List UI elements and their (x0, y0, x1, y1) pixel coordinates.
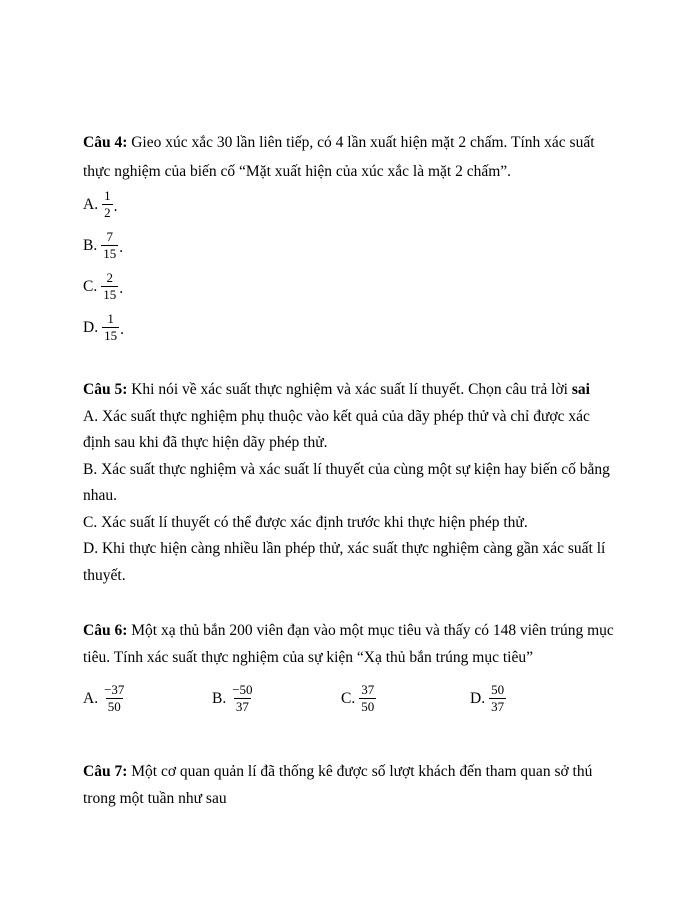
numerator: −50 (232, 682, 253, 697)
q5-text: Khi nói về xác suất thực nghiệm và xác suất lí thuyết. Chọn câu trả lời (127, 381, 572, 398)
q6-text-2: tiêu. Tính xác suất thực nghiệm của sự kiện “Xạ thủ bắn trúng mục tiêu” (83, 649, 533, 666)
option-letter: A. (83, 689, 99, 707)
fraction (102, 189, 113, 220)
numerator: 7 (106, 229, 113, 244)
denominator: 50 (107, 699, 121, 714)
q4-option-c: C. $\frac{2}{15}$ . (83, 270, 124, 302)
fraction (102, 683, 126, 714)
numerator: 1 (104, 188, 111, 203)
denominator: 15 (103, 287, 117, 302)
numerator: 1 (107, 311, 114, 326)
denominator: 2 (104, 205, 111, 220)
q6-label: Câu 6: (83, 622, 128, 639)
q4-text-2: thực nghiệm của biến cố “Mặt xuất hiện của xúc xắc là mặt 2 chấm”. (83, 163, 512, 180)
q7-text-2: trong một tuần như sau (83, 790, 227, 807)
q4-option-b: B. $\frac{7}{15}$ . (83, 229, 124, 261)
fraction (101, 230, 118, 261)
option-letter: B. (212, 689, 227, 707)
numerator: 37 (361, 682, 375, 697)
q5-emphasis: sai (571, 381, 590, 398)
q6-text-1: Một xạ thủ bắn 200 viên đạn vào một mục tiêu và thấy có 148 viên trúng mục (127, 622, 614, 639)
denominator: 15 (103, 246, 117, 261)
fraction (359, 683, 376, 714)
fraction (102, 312, 119, 343)
q5-statement-line: D. Khi thực hiện càng nhiều lần phép thử, xác suất thực nghiệm càng gần xác suất lí (83, 540, 606, 557)
numerator: 2 (106, 270, 113, 285)
option-letter: C. (341, 689, 356, 707)
q5-statement-line: C. Xác suất lí thuyết có thể được xác định trước khi thực hiện phép thử. (83, 514, 528, 531)
q6-line-1 (83, 622, 614, 640)
q4-option-d: D. $\frac{1}{15}$ . (83, 311, 124, 343)
q7-label: Câu 7: (83, 763, 128, 780)
q5-line-1 (83, 381, 590, 399)
q4-label: Câu 4: (83, 134, 128, 151)
option-letter: B. (83, 236, 98, 254)
q5-statement-line: A. Xác suất thực nghiệm phụ thuộc vào kết quả của dãy phép thử và chỉ được xác (83, 408, 590, 425)
option-letter: D. (470, 689, 486, 707)
q7-text-1: Một cơ quan quản lí đã thống kê được số lượt khách đến tham quan sở thú (127, 763, 593, 780)
q7-line-1 (83, 763, 592, 781)
q5-statement-line: định sau khi đã thực hiện dãy phép thử. (83, 434, 328, 451)
q5-statement-line: B. Xác suất thực nghiệm và xác suất lí thuyết của cùng một sự kiện hay biến cố bằng (83, 461, 610, 478)
q5-label: Câu 5: (83, 381, 128, 398)
q6-option-c (341, 683, 377, 714)
option-letter: C. (83, 277, 98, 295)
q4-text-1: Gieo xúc xắc 30 lần liên tiếp, có 4 lần xuất hiện mặt 2 chấm. Tính xác suất (127, 134, 595, 151)
numerator: 50 (491, 682, 505, 697)
numerator: −37 (104, 682, 125, 697)
denominator: 37 (491, 699, 505, 714)
q5-statement-line: nhau. (83, 487, 118, 504)
option-letter: A. (83, 195, 99, 213)
fraction (230, 683, 254, 714)
q6-option-b (212, 683, 256, 714)
fraction (101, 271, 118, 302)
option-letter: D. (83, 318, 99, 336)
q4-option-a: A. $\frac{1}{2}$ . (83, 188, 118, 220)
denominator: 37 (235, 699, 249, 714)
q6-option-a (83, 683, 127, 714)
denominator: 50 (361, 699, 375, 714)
q6-option-d (470, 683, 507, 714)
denominator: 15 (104, 328, 118, 343)
q4-line-1 (83, 134, 595, 152)
q5-statement-line: thuyết. (83, 567, 126, 584)
fraction (489, 683, 506, 714)
